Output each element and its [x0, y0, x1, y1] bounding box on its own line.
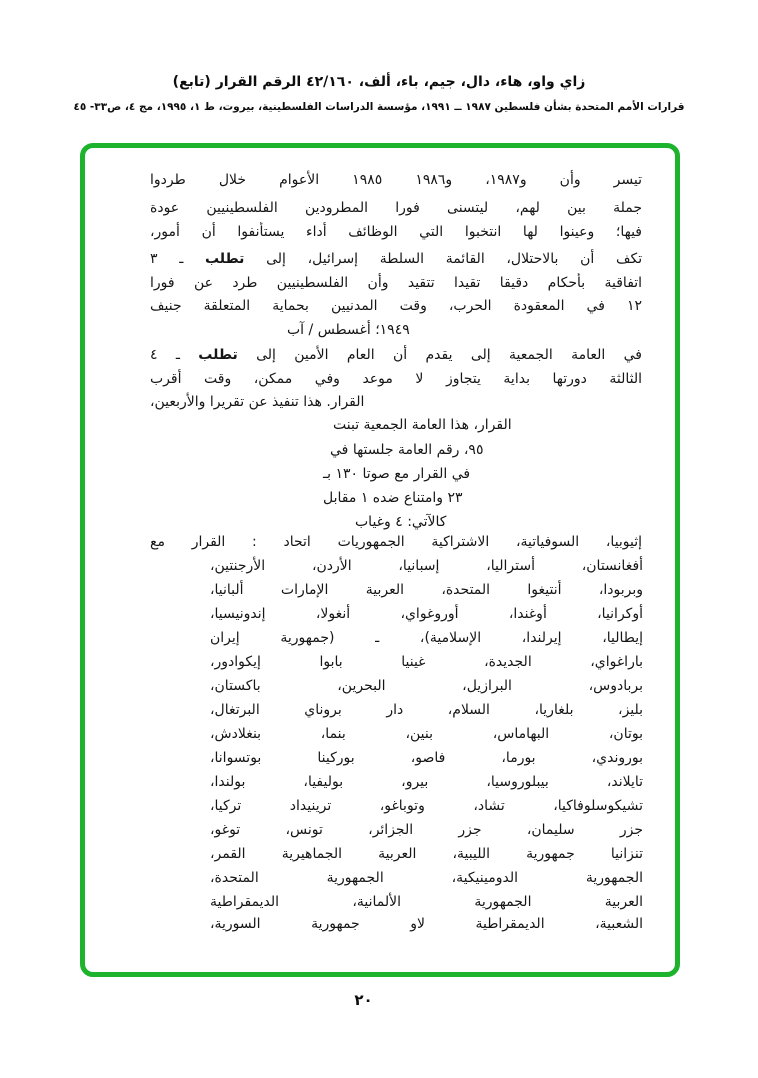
text-line: باكستان، البحرين، البرازيل، بربادوس، [210, 678, 643, 694]
text-line: بـ ١٣٠ صوتا مع القرار في [323, 466, 471, 482]
header-source-line: قرارات الأمم المتحدة بشأن فلسطين ١٩٨٧ ــ ١٩٩١، مؤسسة الدراسات الفلسطينية، بيروت، ط ١، ١٩٩٥، مج ٤، ص٣٣- ٤٥ [73, 101, 685, 113]
text-line: البرتغال، بروناي دار السلام، بلغاريا، بليز، [210, 702, 643, 718]
text-line: السورية، جمهورية لاو الديمقراطية الشعبية، [210, 916, 643, 932]
text-line: طردوا خلال الأعوام ١٩٨٥ و١٩٨٦ و١٩٨٧، وأن تيسر [150, 172, 642, 188]
text-line: مقابل ١ ضده وامتناع ٢٣ [323, 490, 463, 506]
text-line: بوتسوانا، بوركينا فاصو، بورما، بوروندي، [210, 750, 643, 766]
text-line: والأربعين، تقريرا عن تنفيذ هذا القرار. [150, 394, 365, 410]
text-line: جنيف المتعلقة بحماية المدنيين وقت الحرب، المعقودة في ١٢ [150, 298, 642, 314]
text-line: بنغلادش، بنما، بنين، البهاماس، بوتان، [210, 726, 643, 742]
text-line: أمور، أن يستأنفوا أداء الوظائف التي انتخبوا لها وعينوا فيها؛ [150, 224, 642, 240]
text-line: إندونيسيا، أنغولا، أوروغواي، أوغندا، أوكرانيا، [210, 606, 643, 622]
text-line: تركيا، ترينيداد وتوباغو، تشاد، تشيكوسلوفاكيا، [210, 798, 643, 814]
text-line: وغياب ٤ كالآتي: [355, 514, 447, 530]
text-line: فورا عن طرد الفلسطينيين وأن تتقيد تقيدا دقيقا بأحكام اتفاقية [150, 275, 642, 291]
text-line: مع القرار : اتحاد الجمهوريات الاشتراكية السوفياتية، إثيوبيا، [150, 534, 642, 550]
text-line: إيكوادور، بابوا غينيا الجديدة، باراغواي، [210, 654, 643, 670]
text-line: عودة الفلسطينيين المطرودين فورا ليتسنى لهم، بين جملة [150, 200, 642, 216]
text-line: إيران (جمهورية ـ الإسلامية)، إيرلندا، إيطاليا، [210, 630, 643, 646]
text-line: القمر، الجماهيرية العربية الليبية، جمهورية تنزانيا [210, 846, 643, 862]
text-line: بولندا، بوليفيا، بيرو، بيبلوروسيا، تايلاند، [210, 774, 643, 790]
text-line: آب / أغسطس ١٩٤٩؛ [287, 322, 410, 338]
text-line: الأرجنتين، الأردن، إسبانيا، أستراليا، أفغانستان، [210, 558, 643, 574]
text-line: أقرب وقت ممكن، وفي موعد لا يتجاوز بداية دورتها الثالثة [150, 371, 642, 387]
text-line: في جلستها العامة رقم ٩٥، [330, 442, 484, 458]
text-line: المتحدة، الجمهورية الدومينيكية، الجمهورية [210, 870, 643, 886]
header-caption: (تابع) القرار الرقم ٤٢/١٦٠ ألف، باء، جيم، دال، هاء، واو، زاي [172, 74, 586, 90]
text-line: تبنت الجمعية العامة هذا القرار، [333, 417, 512, 433]
page-number: ٢٠ [354, 991, 373, 1009]
text-line: الديمقراطية الألمانية، الجمهورية العربية [210, 894, 643, 910]
text-line: توغو، تونس، الجزائر، جزر سليمان، جزر [210, 822, 643, 838]
text-line: ٣ ـ تطلب إلى إسرائيل، السلطة القائمة بالاحتلال، أن تكف [150, 251, 642, 267]
text-line: ألبانيا، الإمارات العربية المتحدة، أنتيغوا وبربودا، [210, 582, 643, 598]
text-line: ٤ ـ تطلب إلى الأمين العام أن يقدم إلى الجمعية العامة في [150, 347, 642, 363]
